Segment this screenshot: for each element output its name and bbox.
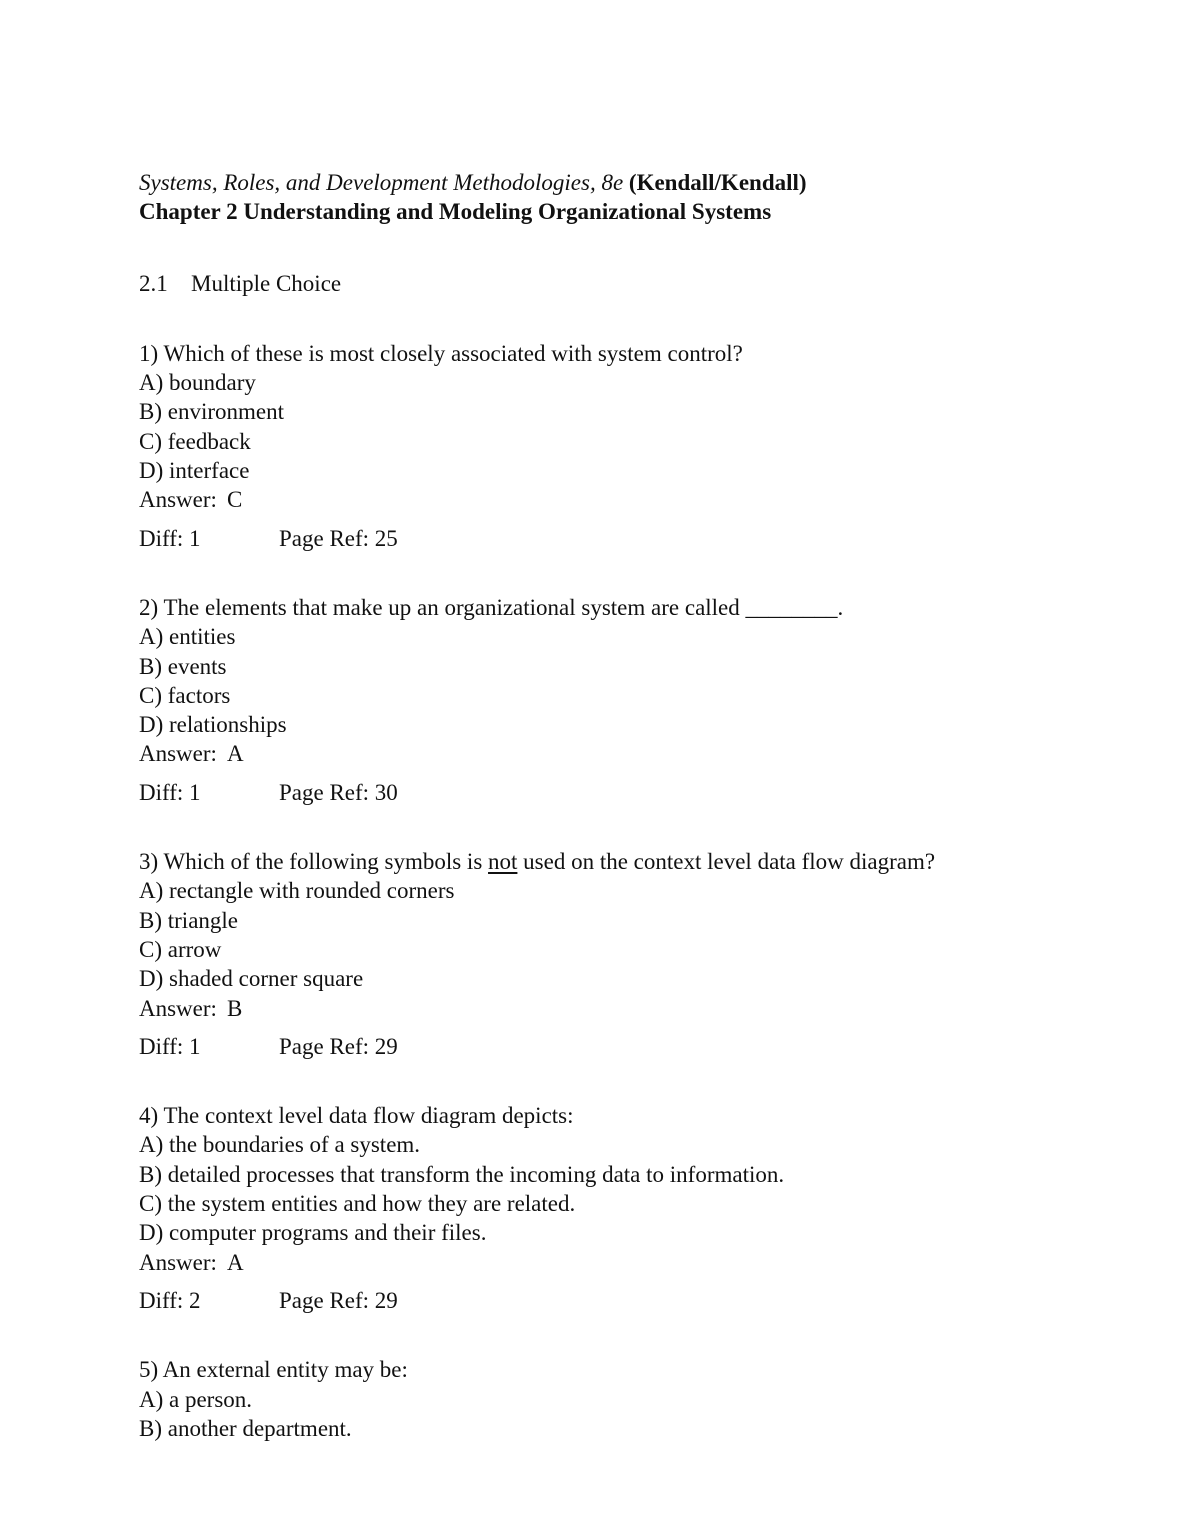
answer-label: Answer:: [139, 995, 217, 1021]
question-meta: [139, 524, 1139, 553]
option-b: B) detailed processes that transform the incoming data to information.: [139, 1161, 785, 1187]
answer-line: [139, 485, 1139, 514]
question-meta: [139, 778, 1139, 807]
difficulty: Diff: 2: [139, 1287, 201, 1313]
page-ref: Page Ref: 29: [279, 1287, 398, 1313]
stem-emphasis: not: [488, 849, 518, 875]
question-stem: 2) The elements that make up an organizational system are called ________.: [139, 594, 844, 620]
book-authors: (Kendall/Kendall): [628, 170, 807, 195]
option-b: B) events: [139, 653, 227, 679]
option-b: B) environment: [139, 399, 284, 425]
book-header: [139, 168, 1139, 197]
question-meta: [139, 1032, 1139, 1061]
option-c: C) arrow: [139, 936, 222, 962]
section-title: Multiple Choice: [191, 270, 342, 296]
difficulty: Diff: 1: [139, 525, 201, 551]
option-b: B) another department.: [139, 1415, 352, 1441]
option-d: D) computer programs and their files.: [139, 1220, 487, 1246]
question-stem: 1) Which of these is most closely associated with system control?: [139, 340, 743, 366]
difficulty: Diff: 1: [139, 779, 201, 805]
page-ref: Page Ref: 25: [279, 525, 398, 551]
option-c: C) factors: [139, 682, 231, 708]
question-stem: 5) An external entity may be:: [139, 1357, 408, 1383]
section-heading: [139, 269, 1139, 298]
question-stem: [139, 847, 1139, 876]
question-3: [139, 847, 1139, 1061]
answer-value: B: [226, 995, 243, 1021]
book-title: Systems, Roles, and Development Methodologies, 8e: [139, 170, 624, 195]
question-4: [139, 1101, 1139, 1315]
section-number: 2.1: [139, 270, 168, 296]
chapter-title: Chapter 2 Understanding and Modeling Organizational Systems: [139, 199, 772, 225]
option-d: D) interface: [139, 458, 250, 484]
answer-label: Answer:: [139, 487, 217, 513]
answer-line: [139, 739, 1139, 768]
option-a: A) rectangle with rounded corners: [139, 878, 455, 904]
answer-line: [139, 994, 1139, 1023]
answer-value: A: [226, 1249, 244, 1275]
answer-value: C: [226, 487, 243, 513]
answer-line: [139, 1248, 1139, 1277]
question-5: [139, 1355, 1139, 1443]
option-a: A) entities: [139, 624, 236, 650]
option-a: A) a person.: [139, 1386, 253, 1412]
option-c: C) feedback: [139, 428, 251, 454]
option-a: A) the boundaries of a system.: [139, 1132, 421, 1158]
option-b: B) triangle: [139, 907, 238, 933]
page-ref: Page Ref: 30: [279, 779, 398, 805]
question-2: [139, 593, 1139, 807]
answer-label: Answer:: [139, 1249, 217, 1275]
question-stem: 4) The context level data flow diagram depicts:: [139, 1103, 574, 1129]
option-d: D) shaded corner square: [139, 966, 364, 992]
option-c: C) the system entities and how they are related.: [139, 1191, 576, 1217]
question-meta: [139, 1286, 1139, 1315]
option-a: A) boundary: [139, 370, 256, 396]
option-d: D) relationships: [139, 712, 287, 738]
answer-label: Answer:: [139, 741, 217, 767]
difficulty: Diff: 1: [139, 1033, 201, 1059]
stem-after: used on the context level data flow diagram?: [517, 849, 936, 875]
question-1: [139, 339, 1139, 553]
answer-value: A: [226, 741, 244, 767]
document-page: [139, 168, 1139, 1443]
stem-before: 3) Which of the following symbols is: [139, 849, 489, 875]
page-ref: Page Ref: 29: [279, 1033, 398, 1059]
